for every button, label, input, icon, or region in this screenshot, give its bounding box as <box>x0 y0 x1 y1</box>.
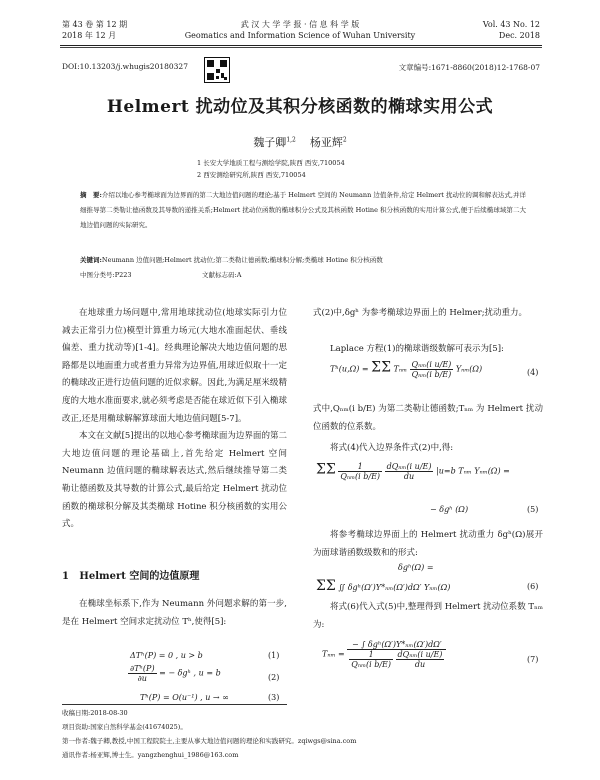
eq7-lhs: Tₙₘ = <box>322 649 345 659</box>
right-text-5: 将参考椭球边界面上的 Helmert 扰动重力 δgʰ(Ω)展开为面球谐函数级数和的形式: <box>313 530 543 558</box>
right-text-4: 将式(4)代入边界条件式(2)中,得: <box>330 443 454 453</box>
right-paragraph-6 <box>313 599 543 634</box>
abstract-label: 摘 要: <box>80 191 102 199</box>
right-paragraph-2 <box>313 341 543 359</box>
header-rule <box>60 45 542 46</box>
eq7-numerator: − ∫ δgʰ(Ω′)Y*ₙₘ(Ω′)dΩ′ <box>347 640 446 650</box>
equation-7-number: (7) <box>527 655 539 664</box>
intro-paragraph-2: 本文在文献[5]提出的以地心参考椭球面为边界面的第二大地边值问题的理论基础上,首先给定 Helmert 空间 Neumann 边值问题的椭球解表达式,然后继续推导第二类勒让德函数及其导数的计算公式,最后给定 Helmert 扰动位函数的椭球积分解及其类椭球 Hotine 积分核函数的实用公式。 <box>62 431 287 530</box>
right-paragraph-4 <box>313 440 543 458</box>
article-number: 文章编号:1671-8860(2018)12-1768-07 <box>398 63 540 72</box>
eq4-coef: Tₙₘ <box>393 364 407 374</box>
intro-paragraph-1: 在地球重力场问题中,常用地球扰动位(地球实际引力位减去正常引力位)模型计算重力场元(大地水准面起伏、垂线偏差、重力扰动等)[1-4]。经典理论解决大地边值问题的思路都是以地面重力或者重力异常为边界值,用球近似取十一定的椭球改正进行边值问题的近似求解。因此,为满足厘米级精度的大地水准面要求,就必须考虑是否能在球近似下引入椭球改正,还是用椭球解解算球面大地边值问题[5-7]。 <box>62 308 287 424</box>
eq5-denominator: du <box>403 472 415 481</box>
keywords-label: 关键词: <box>80 256 102 264</box>
header-rule-thin <box>60 47 542 48</box>
affiliation-2: 2 西安测绘研究所,陕西 西安,710054 <box>197 171 306 179</box>
footnote-funding: 项目资助:国家自然科学基金(41674025)。 <box>62 723 187 731</box>
author-2: 杨亚辉 <box>309 136 343 149</box>
eq5-one: 1 <box>338 462 382 472</box>
right-paragraph-3 <box>313 401 543 436</box>
right-text-1: 式(2)中,δgʰ 为参考椭球边界面上的 Helmer;扰动重力。 <box>313 308 528 318</box>
summation-icon: ΣΣ <box>371 359 391 376</box>
equation-3-number: (3) <box>268 693 280 702</box>
eq5-tail: |u=b Tₙₘ Yₙₘ(Ω) = <box>436 466 510 476</box>
equation-5-number: (5) <box>527 505 539 514</box>
equation-5-rhs: − δgʰ (Ω) <box>430 505 469 514</box>
eq7-q: Qₙₘ(i b/E) <box>351 660 391 669</box>
equation-1-number: (1) <box>268 651 280 660</box>
abstract <box>80 188 526 233</box>
eq5-numerator: dQₙₘ(i u/E) <box>386 462 432 471</box>
right-paragraph-5 <box>313 527 543 562</box>
keywords-text: Neumann 边值问题;Helmert 扰动位;第二类勒让德函数;椭球积分解;类椭球 Hotine 积分核函数 <box>101 256 383 264</box>
right-text-2: Laplace 方程(1)的椭球谐级数解可表示为[5]: <box>330 344 504 354</box>
right-text-3: 式中,Qₙₘ(i b/E) 为第二类勒让德函数;Tₙₘ 为 Helmert 扰动位函数的位系数。 <box>313 404 543 432</box>
left-column <box>62 305 287 534</box>
eq6-rhs: ∬ δgʰ(Ω′)Y*ₙₘ(Ω′)dΩ′ Yₙₘ(Ω) <box>338 583 451 592</box>
equation-6-number: (6) <box>527 582 539 591</box>
section-heading <box>62 567 199 582</box>
equation-6 <box>316 580 450 592</box>
footnote-corresponding: 通讯作者:杨亚辉,博士生。yangzhenghui_1986@163.com <box>62 751 239 759</box>
eq7-denominator <box>347 650 446 669</box>
author-1-affil: 1,2 <box>286 136 296 144</box>
eq2-denominator: ∂u <box>137 674 147 683</box>
eq4-lhs: Tʰ(u,Ω) = <box>330 364 369 374</box>
volume-issue: 第 43 卷 第 12 期 <box>62 20 128 29</box>
equation-2 <box>128 664 221 683</box>
footnote-received: 收稿日期:2018-08-30 <box>62 709 128 717</box>
author-2-affil: 2 <box>342 136 347 144</box>
journal-volume-en <box>483 19 540 41</box>
classification-number: 中图分类号:P223 <box>80 271 132 279</box>
document-code: 文献标志码:A <box>202 271 242 279</box>
equation-1: ΔTʰ(P) = 0 , u > b <box>130 651 203 660</box>
journal-name-cn: 武 汉 大 学 学 报 · 信 息 科 学 版 <box>240 20 360 29</box>
eq4-tail: Yₙₘ(Ω) <box>455 364 483 374</box>
footnote-rule <box>62 704 287 705</box>
footnote-first-author: 第一作者:魏子卿,教授,中国工程院院士,主要从事大地边值问题的理论和实践研究。zqiwgs@sina.com <box>62 737 357 745</box>
summation-icon: ΣΣ <box>316 461 336 478</box>
eq7-den-numerator: dQₙₘ(i u/E) <box>397 650 443 659</box>
summation-icon: ΣΣ <box>316 578 336 594</box>
eq4-numerator: Qₙₘ(i u/E) <box>411 360 452 369</box>
paper-title: Helmert 扰动位及其积分核函数的椭球实用公式 <box>106 97 494 117</box>
section-paragraph-1: 在椭球坐标系下,作为 Neumann 外问题求解的第一步,是在 Helmert 空间求定扰动位 Tʰ,使得[5]: <box>62 599 287 627</box>
author-list <box>0 134 600 150</box>
section-paragraph <box>62 596 287 631</box>
keywords <box>80 255 526 266</box>
eq5-q: Qₙₘ(i b/E) <box>340 472 381 481</box>
equation-2-number: (2) <box>268 673 280 682</box>
eq2-numerator: ∂Tʰ(P) <box>130 664 155 673</box>
volume-issue-en: Vol. 43 No. 12 <box>482 20 540 29</box>
section-title: Helmert 空间的边值原理 <box>79 571 200 582</box>
doi[interactable]: DOI:10.13203/j.whugis20180327 <box>62 62 188 71</box>
qr-code-icon[interactable] <box>204 57 230 83</box>
equation-7 <box>322 640 446 669</box>
equation-4 <box>330 360 482 379</box>
issue-date-en: Dec. 2018 <box>498 31 540 40</box>
right-text-6: 将式(6)代入式(5)中,整理得到 Helmert 扰动位系数 Tₙₘ 为: <box>313 602 543 630</box>
affiliation-1: 1 长安大学地质工程与测绘学院,陕西 西安,710054 <box>197 159 345 167</box>
equation-6-lhs: δgʰ(Ω) = <box>398 563 434 572</box>
equation-4-number: (4) <box>527 368 539 377</box>
author-1: 魏子卿 <box>253 136 287 149</box>
equation-3: Tʰ(P) = O(u⁻¹) , u → ∞ <box>140 693 229 702</box>
issue-date: 2018 年 12 月 <box>62 31 117 40</box>
eq7-one: 1 <box>349 650 393 660</box>
abstract-text: 介绍以地心参考椭球面为边界面的第二大地边值问题的理论;基于 Helmert 空间的 Neumann 边值条件,给定 Helmert 扰动位的调和解表达式,并详细推导第二类勒让德函数及其导数的递推关系;Helmert 扰动位函数的椭球积分公式及其核函数 Hotine 积分核函数的实用计算公式,便于后续椭球域第二大地边值问题的实际研究。 <box>80 191 526 229</box>
eq2-rhs: = − δgʰ , u = b <box>159 668 221 678</box>
eq4-denominator: Qₙₘ(i b/E) <box>411 370 452 379</box>
equation-5 <box>316 462 510 481</box>
right-paragraph-1 <box>313 305 543 323</box>
eq7-den-denominator: du <box>414 660 426 669</box>
section-number: 1 <box>62 571 69 582</box>
journal-name-en: Geomatics and Information Science of Wuhan University <box>184 31 416 40</box>
